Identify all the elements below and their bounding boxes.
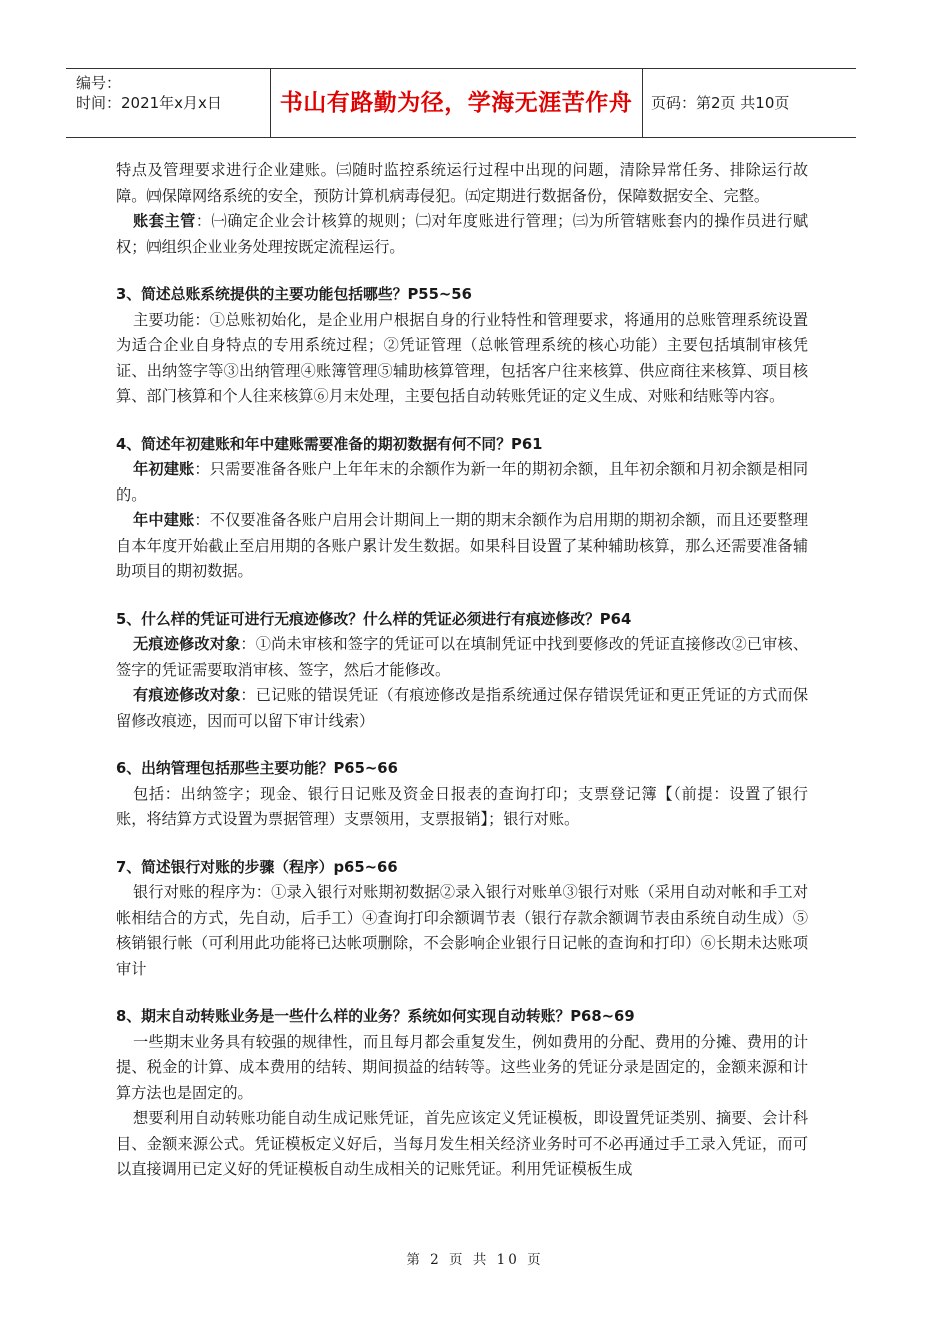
paragraph-text: ：只需要准备各账户上年年末的余额作为新一年的期初余额，且年初余额和月初余额是相同的。: [116, 460, 809, 504]
question-heading: 4、简述年初建账和年中建账需要准备的期初数据有何不同？P61: [116, 435, 543, 453]
body-paragraph: 银行对账的程序为：①录入银行对账期初数据②录入银行对账单③银行对账（采用自动对帐和手工对帐相结合的方式，先自动，后手工）④查询打印余额调节表（银行存款余额调节表由系统自动生成）⑤核销银行帐（可利用此功能将已达帐项删除，不会影响企业银行日记帐的查询和打印）⑥长期未达账项审计: [116, 883, 808, 978]
time-label: 时间：2021年x月x日: [76, 94, 222, 112]
header-motto: 书山有路勤为径，学海无涯苦作舟: [279, 90, 633, 116]
page-info: 页码：第2页 共10页: [651, 94, 790, 112]
labeled-paragraph: [116, 508, 808, 585]
question-heading: 7、简述银行对账的步骤（程序）p65~66: [116, 858, 398, 876]
body-paragraph: 特点及管理要求进行企业建账。㈢随时监控系统运行过程中出现的问题，清除异常任务、排除运行故障。㈣保障网络系统的安全，预防计算机病毒侵犯。㈤定期进行数据备份，保障数据安全、完整。: [116, 161, 808, 205]
body-paragraph: 一些期末业务具有较强的规律性，而且每月都会重复发生，例如费用的分配、费用的分摊、费用的计提、税金的计算、成本费用的结转、期间损益的结转等。这些业务的凭证分录是固定的，金额来源和计算方法也是固定的。: [116, 1032, 808, 1102]
paragraph-label: 无痕迹修改对象: [133, 635, 241, 653]
body-paragraph: 想要利用自动转账功能自动生成记账凭证，首先应该定义凭证模板，即设置凭证类别、摘要、会计科目、金额来源公式。凭证模板定义好后，当每月发生相关经济业务时可不必再通过手工录入凭证，而可以直接调用已定义好的凭证模板自动生成相关的记账凭证。利用凭证模板生成: [116, 1109, 808, 1178]
paragraph-text: ：㈠确定企业会计核算的规则；㈡对年度账进行管理；㈢为所管辖账套内的操作员进行赋权；㈣组织企业业务处理按既定流程运行。: [116, 212, 809, 256]
body-paragraph: 包括：出纳签字；现金、银行日记账及资金日报表的查询打印；支票登记簿【（前提：设置了银行账，将结算方式设置为票据管理）支票领用，支票报销】；银行对账。: [116, 784, 808, 828]
document-body: [116, 158, 808, 1183]
question-heading: 6、出纳管理包括那些主要功能？P65~66: [116, 760, 398, 777]
number-label: 编号：: [76, 74, 122, 92]
question-heading: 8、期末自动转账业务是一些什么样的业务？系统如何实现自动转账？P68~69: [116, 1008, 635, 1025]
header-meta: [76, 73, 272, 113]
paragraph-label: 有痕迹修改对象: [133, 686, 241, 704]
labeled-paragraph: [116, 209, 808, 260]
paragraph-label: 年中建账: [133, 511, 195, 529]
page-header: [66, 68, 856, 138]
labeled-paragraph: [116, 683, 808, 734]
body-paragraph: 主要功能：①总账初始化，是企业用户根据自身的行业特性和管理要求，将通用的总账管理系统设置为适合企业自身特点的专用系统过程；②凭证管理（总帐管理系统的核心功能）主要包括填制审核凭证、出纳签字等③出纳管理④账簿管理⑤辅助核算管理，包括客户往来核算、供应商往来核算、项目核算、部门核算和个人往来核算⑥月末处理，主要包括自动转账凭证的定义生成、对账和结账等内容。: [116, 310, 808, 405]
question-heading: 3、简述总账系统提供的主要功能包括哪些？P55~56: [116, 286, 472, 303]
page-footer: 第 2 页 共 10 页: [406, 1252, 544, 1268]
paragraph-text: ：已记账的错误凭证（有痕迹修改是指系统通过保存错误凭证和更正凭证的方式而保留修改痕迹，因而可以留下审计线索）: [116, 686, 809, 730]
paragraph-label: 年初建账: [133, 460, 195, 478]
header-divider-right: [642, 69, 643, 137]
paragraph-text: ：不仅要准备各账户启用会计期间上一期的期末余额作为启用期的期初余额，而且还要整理自本年度开始截止至启用期的各账户累计发生数据。如果科目设置了某种辅助核算，那么还需要准备辅助项目的期初数据。: [116, 511, 809, 580]
paragraph-text: ：①尚未审核和签字的凭证可以在填制凭证中找到要修改的凭证直接修改②已审核、签字的凭证需要取消审核、签字，然后才能修改。: [116, 635, 809, 679]
labeled-paragraph: [116, 632, 808, 683]
labeled-paragraph: [116, 457, 808, 508]
question-heading: 5、什么样的凭证可进行无痕迹修改？什么样的凭证必须进行有痕迹修改？P64: [116, 610, 632, 628]
paragraph-label: 账套主管: [133, 212, 196, 230]
